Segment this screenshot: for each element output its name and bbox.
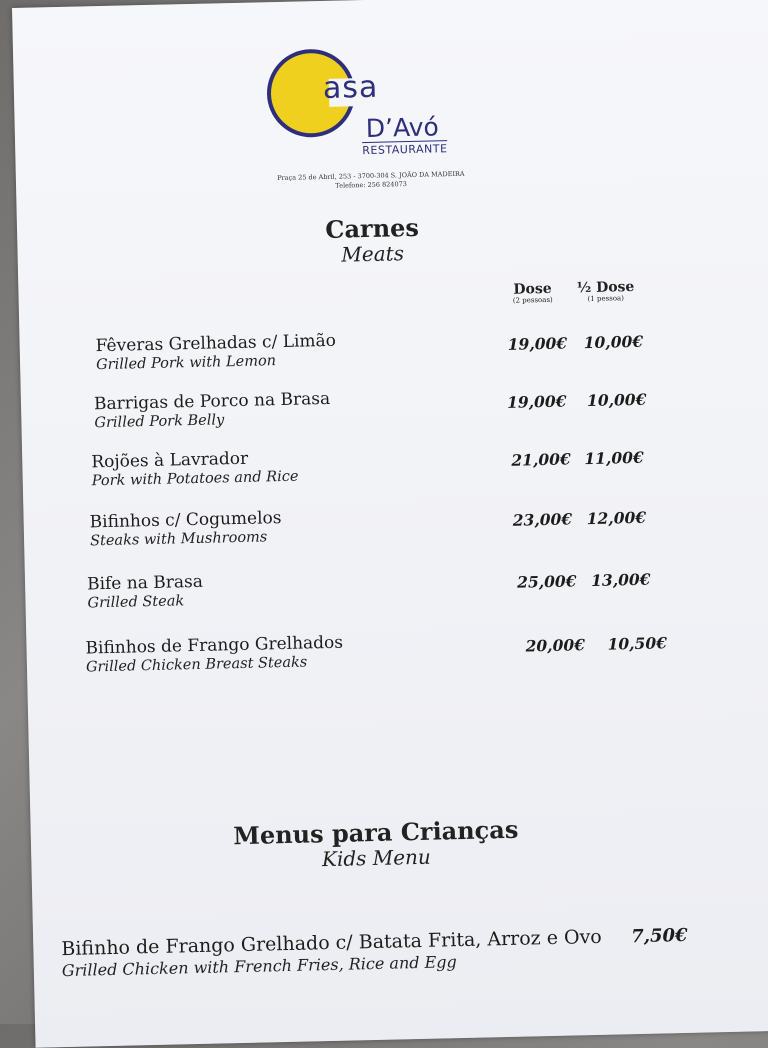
kids-item-name-pt: Bifinho de Frango Grelhado c/ Batata Frita, Arroz e Ovo	[61, 925, 602, 961]
menu-item	[86, 562, 651, 613]
kids-item-name-en: Grilled Chicken with French Fries, Rice and Egg	[61, 952, 457, 981]
half-dose-column-header: ½ Dose (1 pessoa)	[576, 278, 635, 304]
menu-item	[94, 382, 655, 433]
address-block	[226, 169, 516, 194]
dose-column-header: Dose (2 pessoas)	[512, 280, 553, 305]
item-price-half: 13,00€	[590, 569, 651, 591]
item-name-pt: Bifinhos c/ Cogumelos	[89, 508, 282, 533]
item-name-en: Steaks with Mushrooms	[89, 529, 268, 550]
item-name-en: Grilled Steak	[87, 593, 185, 612]
item-price-half: 11,00€	[584, 447, 644, 469]
restaurant-logo	[266, 45, 478, 160]
item-name-pt: Fêveras Grelhadas c/ Limão	[95, 330, 337, 357]
item-name-en: Grilled Pork Belly	[94, 412, 225, 432]
item-price-half: 10,00€	[586, 389, 647, 411]
meats-title-pt: Carnes	[325, 212, 420, 244]
logo-davo-text: D’Avó	[365, 112, 440, 143]
menu-sheet	[12, 0, 768, 1048]
item-name-en: Grilled Pork with Lemon	[95, 353, 277, 374]
address-line: Praça 25 de Abril, 253 - 3700-304 S. JOÃO DA MADEIRA	[277, 169, 465, 183]
phone-line: Telefone: 256 824073	[335, 180, 407, 190]
kids-heading	[226, 815, 527, 873]
item-name-pt: Bifinhos de Frango Grelhados	[85, 632, 344, 659]
item-price-half: 12,00€	[586, 507, 647, 529]
item-price-dose: 25,00€	[516, 571, 577, 592]
item-name-pt: Rojões à Lavrador	[91, 448, 249, 473]
logo-casa-text: asa	[322, 69, 379, 106]
item-price-half: 10,00€	[583, 331, 644, 353]
item-price-dose: 19,00€	[507, 333, 568, 354]
menu-item	[89, 500, 650, 551]
item-name-pt: Barrigas de Porco na Brasa	[93, 388, 331, 415]
kids-title-en: Kids Menu	[321, 844, 432, 872]
kids-menu-item	[61, 923, 702, 982]
kids-item-price: 7,50€	[630, 924, 688, 948]
item-price-dose: 20,00€	[525, 635, 586, 656]
item-price-dose: 21,00€	[511, 449, 571, 470]
menu-item	[85, 626, 668, 677]
item-name-en: Grilled Chicken Breast Steaks	[85, 654, 308, 676]
meats-title-en: Meats	[341, 241, 405, 267]
menu-item	[91, 440, 652, 491]
item-price-dose: 19,00€	[506, 391, 567, 412]
item-price-half: 10,50€	[607, 633, 668, 654]
kids-title-pt: Menus para Crianças	[232, 814, 519, 851]
item-price-dose: 23,00€	[512, 509, 573, 530]
meats-heading	[272, 212, 473, 268]
item-name-en: Pork with Potatoes and Rice	[91, 468, 299, 490]
item-name-pt: Bife na Brasa	[86, 571, 204, 595]
menu-item	[95, 323, 656, 374]
logo-subtitle: RESTAURANTE	[362, 142, 448, 158]
